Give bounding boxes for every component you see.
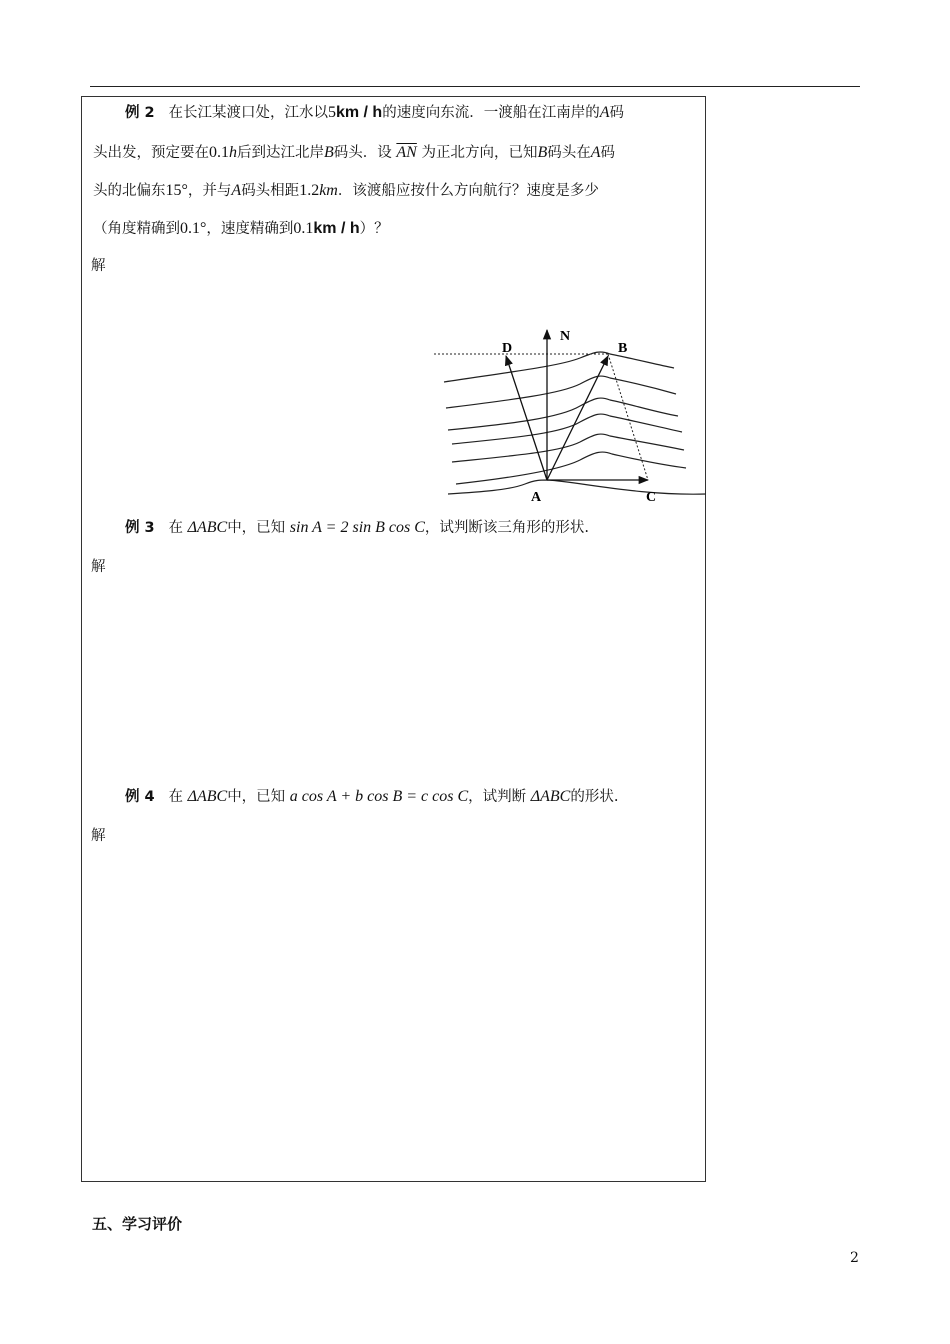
example-2-line-2: 头出发，预定要在0.1h后到达江北岸B码头．设 $\overline{AN}$ 为正北方向，已知B码头在A码	[93, 144, 616, 161]
current-line-1	[444, 352, 674, 382]
label-n: N	[560, 329, 571, 344]
content-box	[81, 96, 706, 1182]
current-line-6	[456, 452, 686, 484]
example-3-line: 例 3 在 ΔABC中，已知 sin A = 2 sin B cos C，试判断该三角形的形状.	[125, 519, 590, 536]
label-d: D	[502, 341, 513, 356]
example-3-solve: 解	[91, 559, 106, 575]
header-rule	[90, 86, 860, 87]
label-c: C	[646, 490, 657, 505]
example-2-line-3: 头的北偏东15°，并与A码头相距1.2km．该渡船应按什么方向航行？速度是多少	[93, 182, 599, 199]
south-bank-line	[448, 480, 706, 494]
label-b: B	[618, 341, 628, 356]
vector-an: $\overline{AN}$	[396, 144, 417, 161]
section-heading: 五、学习评价	[92, 1215, 183, 1233]
current-line-2	[446, 376, 676, 408]
example-2-line-4: （角度精确到0.1°，速度精确到0.1km / h）？	[93, 220, 389, 237]
example-4-label: 例 4	[125, 789, 155, 805]
example-2-line-1: 例 2 在长江某渡口处，江水以5km / h的速度向东流．一渡船在江南岸的A码	[125, 104, 624, 121]
equation-ex3: sin A = 2 sin B cos C	[289, 519, 425, 536]
river-vector-figure	[430, 320, 710, 510]
page-number: 2	[850, 1250, 859, 1266]
example-2-label: 例 2	[125, 105, 155, 121]
example-4-line: 例 4 在 ΔABC中，已知 a cos A + b cos B = c cos C，试判断 ΔABC的形状.	[125, 788, 619, 805]
example-2-solve: 解	[91, 258, 106, 274]
label-a: A	[531, 490, 542, 505]
example-4-solve: 解	[91, 828, 106, 844]
equation-ex4: a cos A + b cos B = c cos C	[289, 788, 469, 805]
example-3-label: 例 3	[125, 520, 155, 536]
